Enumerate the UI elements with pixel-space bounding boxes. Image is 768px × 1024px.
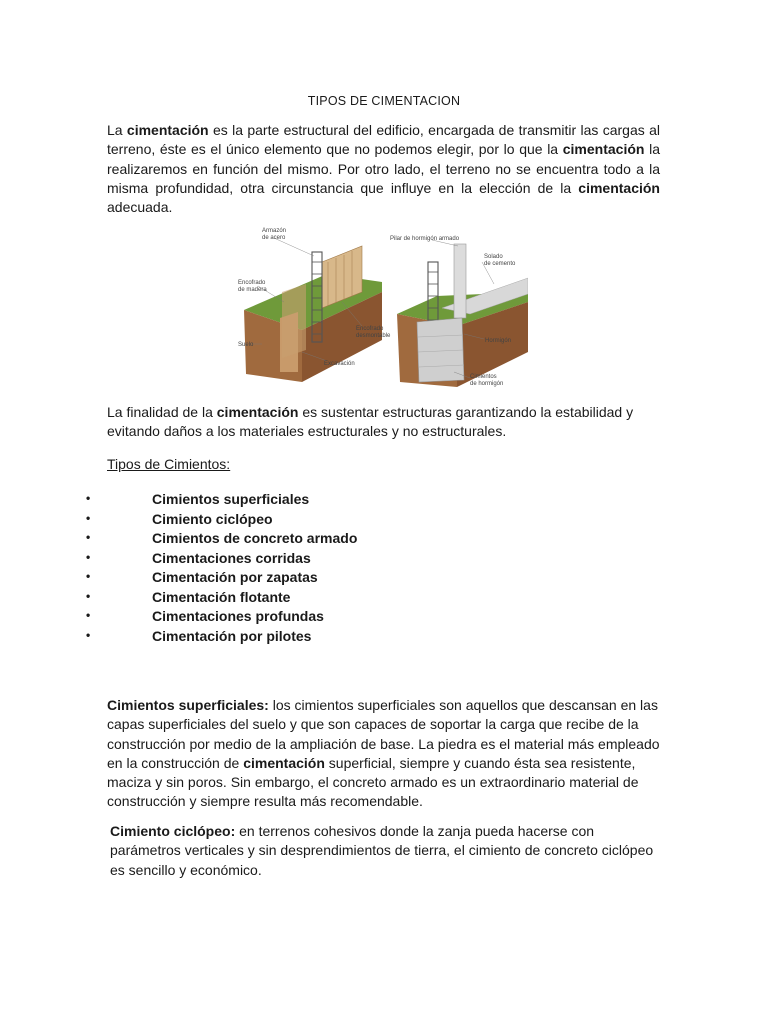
list-item-label: Cimentaciones profundas	[152, 608, 324, 624]
purpose-bold: cimentación	[216, 404, 299, 420]
superficiales-text: los cimientos superficiales son aquellos que descansan en las capas superficiales del suelo y que son capaces de soportar la carga que recibe de la construcción por medio de la ampliación de base. La piedra es el material más empleado en la construcción de	[107, 697, 660, 771]
intro-text: La	[107, 122, 127, 138]
figure-label: Suelo	[238, 342, 254, 348]
figure-label: Cimientos	[470, 374, 497, 380]
superficiales-bold: Cimientos superficiales:	[107, 697, 269, 713]
intro-bold: cimentación	[578, 179, 660, 196]
list-item-label: Cimientos superficiales	[152, 491, 310, 507]
intro-bold: cimentación	[562, 141, 645, 158]
figure-label: Pilar de hormigón armado	[390, 236, 460, 242]
intro-text: es la parte estructural del edificio, encargada de transmitir las cargas al terreno, éste es el único elemento que no podemos elegir, por lo que la	[107, 122, 660, 158]
document-title: TIPOS DE CIMENTACION	[307, 94, 461, 108]
list-item	[0, 589, 768, 609]
figure-label: Excavación	[324, 361, 355, 367]
list-item-label: Cimiento ciclópeo	[152, 510, 273, 527]
figure-label: Encofrado	[238, 280, 266, 286]
figure-label: Hormigón	[485, 338, 512, 344]
figure-label: de cemento	[484, 261, 516, 267]
intro-bold: cimentación	[126, 122, 209, 138]
intro-paragraph	[107, 121, 660, 217]
bullet: •	[86, 491, 91, 505]
foundation-illustration	[232, 222, 528, 392]
ciclopeo-bold: Cimiento ciclópeo:	[110, 823, 236, 839]
list-item-label: Cimentación flotante	[152, 588, 291, 605]
list-item-label: Cimentación por zapatas	[152, 569, 318, 585]
bullet: •	[86, 627, 91, 642]
ciclopeo-paragraph	[110, 822, 660, 880]
tipos-heading: Tipos de Cimientos:	[107, 456, 231, 472]
superficiales-text: superficial, siempre y cuando ésta sea resistente, maciza y sin poros. Sin embargo, el concreto armado es un extraordinario material de construcción y siempre resulta más recomendable.	[107, 754, 639, 810]
trench-formwork	[282, 284, 306, 358]
list-item	[0, 530, 768, 550]
bullet: •	[86, 510, 91, 525]
figure-label: desmontable	[356, 333, 391, 339]
bullet: •	[86, 569, 91, 583]
purpose-text: La finalidad de la	[107, 404, 217, 420]
purpose-text: es sustentar estructuras garantizando la estabilidad y evitando daños a los materiales estructurales y no estructurales.	[107, 404, 634, 440]
list-item-label: Cimentación por pilotes	[152, 627, 312, 644]
concrete-column	[454, 244, 466, 318]
superficiales-paragraph	[107, 696, 660, 812]
list-item	[0, 511, 768, 531]
list-item-label: Cimientos de concreto armado	[152, 530, 358, 546]
ciclopeo-text: en terrenos cohesivos donde la zanja pueda hacerse con parámetros verticales y sin desprendimientos de tierra, el cimiento de concreto ciclópeo es sencillo y económico.	[110, 823, 654, 878]
figure-label: de acero	[262, 235, 286, 241]
intro-text: adecuada.	[107, 199, 173, 216]
figure-label: de hormigón	[470, 381, 504, 387]
concrete-footing	[417, 318, 464, 382]
bullet: •	[86, 549, 91, 564]
figure-label: Armazón	[262, 228, 287, 234]
figure-label: de madera	[238, 287, 267, 293]
list-item	[0, 628, 768, 648]
list-item	[0, 569, 768, 589]
list-item	[0, 491, 768, 511]
intro-text: la realizaremos en función del mismo. Por otro lado, el terreno no se encuentra todo a la misma profundidad, otra circunstancia que influye en la elección de la	[107, 141, 660, 196]
bullet: •	[86, 608, 91, 622]
bullet: •	[86, 588, 91, 603]
purpose-paragraph	[107, 403, 660, 442]
figure-label: Solado	[484, 254, 503, 260]
list-item	[0, 608, 768, 628]
tipos-list	[0, 491, 768, 647]
list-item-label: Cimentaciones corridas	[152, 549, 311, 566]
bullet: •	[86, 530, 91, 544]
list-item	[0, 550, 768, 570]
figure-label: Encofrado	[356, 326, 384, 332]
superficiales-bold: cimentación	[243, 754, 325, 771]
